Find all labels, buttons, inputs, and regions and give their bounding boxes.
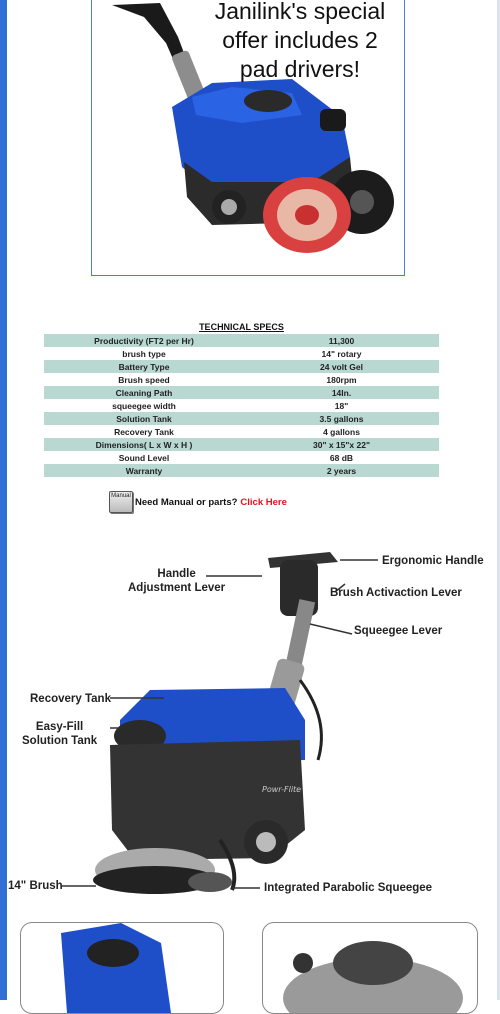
- spec-row: [44, 438, 439, 451]
- label-brush: 14" Brush: [8, 880, 63, 892]
- spec-label: squeegee width: [44, 399, 244, 412]
- thumbnail-brush[interactable]: [262, 922, 478, 1014]
- spec-value: 180rpm: [244, 373, 439, 386]
- spec-row: [44, 334, 439, 347]
- spec-label: Dimensions( L x W x H ): [44, 438, 244, 451]
- manual-book-icon[interactable]: [109, 491, 133, 513]
- spec-value: 3.5 gallons: [244, 412, 439, 425]
- promo-line-1: Janilink's special: [214, 0, 386, 24]
- spec-value: 2 years: [244, 464, 439, 477]
- spec-label: Sound Level: [44, 451, 244, 464]
- spec-row: [44, 451, 439, 464]
- spec-value: 68 dB: [244, 451, 439, 464]
- spec-label: Cleaning Path: [44, 386, 244, 399]
- thumbnail-tank[interactable]: [20, 922, 224, 1014]
- promo-line-2: offer includes 2: [222, 27, 378, 53]
- spec-label: Warranty: [44, 464, 244, 477]
- parts-diagram: [0, 540, 500, 920]
- spec-row: [44, 373, 439, 386]
- click-here-link[interactable]: Click Here: [240, 496, 287, 508]
- specs-title: TECHNICAL SPECS: [199, 322, 284, 332]
- spec-value: 18": [244, 399, 439, 412]
- spec-row: [44, 347, 439, 360]
- spec-value: 30" x 15"x 22": [244, 438, 439, 451]
- spec-label: Recovery Tank: [44, 425, 244, 438]
- promo-line-3: pad drivers!: [239, 56, 361, 82]
- spec-value: 14In.: [244, 386, 439, 399]
- label-brush-activation: Brush Activaction Lever: [330, 587, 462, 599]
- spec-label: Productivity (FT2 per Hr): [44, 334, 244, 347]
- label-squeegee-lever: Squeegee Lever: [354, 625, 443, 637]
- manual-icon-label: Manual: [111, 493, 131, 499]
- spec-value: 14" rotary: [244, 347, 439, 360]
- label-easy-fill: Easy-Fill Solution Tank: [22, 721, 98, 747]
- spec-row: [44, 399, 439, 412]
- spec-label: Solution Tank: [44, 412, 244, 425]
- spec-row: [44, 425, 439, 438]
- spec-value: 11,300: [244, 334, 439, 347]
- label-ergonomic-handle: Ergonomic Handle: [382, 555, 484, 567]
- promo-card[interactable]: [91, 0, 405, 276]
- spec-row: [44, 360, 439, 373]
- spec-value: 4 gallons: [244, 425, 439, 438]
- promo-headline: [200, 0, 400, 84]
- label-handle-adjustment: Handle Adjustment Lever: [128, 568, 226, 594]
- specs-table: [44, 334, 439, 477]
- spec-label: brush type: [44, 347, 244, 360]
- label-recovery-tank: Recovery Tank: [30, 693, 111, 705]
- diagram-brand: Powr-Flite: [262, 785, 302, 794]
- spec-value: 24 volt Gel: [244, 360, 439, 373]
- label-squeegee: Integrated Parabolic Squeegee: [264, 882, 433, 894]
- spec-row: [44, 386, 439, 399]
- spec-row: [44, 412, 439, 425]
- spec-row: [44, 464, 439, 477]
- spec-label: Brush speed: [44, 373, 244, 386]
- spec-label: Battery Type: [44, 360, 244, 373]
- manual-text: Need Manual or parts?: [135, 496, 238, 508]
- manual-row: [109, 490, 287, 514]
